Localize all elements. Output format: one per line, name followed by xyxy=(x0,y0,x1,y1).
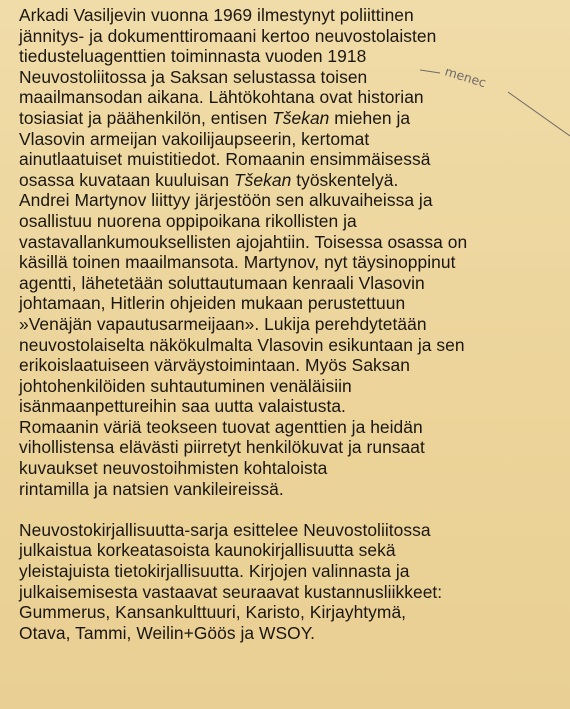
text-run: Neuvostoliitossa ja Saksan selustassa toisen xyxy=(19,66,368,87)
series-paragraph xyxy=(19,520,554,644)
text-run: kuvaukset neuvostoihmisten kohtaloista xyxy=(19,458,328,479)
text-line xyxy=(19,540,554,561)
text-run: Otava, Tammi, Weilin+Göös ja WSOY. xyxy=(19,622,315,643)
text-line xyxy=(19,46,554,67)
italic-word: Tšekan xyxy=(272,107,330,128)
text-run: erikoislaatuiseen värväystoimintaan. Myös Saksan xyxy=(19,355,410,376)
text-line xyxy=(19,417,554,438)
text-line xyxy=(19,458,554,479)
text-run: maailmansodan aikana. Lähtökohtana ovat historian xyxy=(19,87,424,108)
text-line xyxy=(19,602,554,623)
text-line xyxy=(19,376,554,397)
text-line xyxy=(19,396,554,417)
text-run: osallistuu nuorena oppipoikana rikollisten ja xyxy=(19,210,357,231)
text-run: Romaanin väriä teokseen tuovat agenttien ja heidän xyxy=(19,416,423,437)
text-line xyxy=(19,273,554,294)
text-run: vihollistensa elävästi piirretyt henkilökuvat ja runsaat xyxy=(19,437,425,458)
text-run: Vlasovin armeijan vakoilijaupseerin, kertomat xyxy=(19,128,370,149)
text-run: työskentelyä. xyxy=(291,169,399,190)
text-run: rintamilla ja natsien vankileireissä. xyxy=(19,478,284,499)
text-run: johtohenkilöiden suhtautuminen venäläisiin xyxy=(19,375,352,396)
text-line xyxy=(19,355,554,376)
description-paragraph xyxy=(19,5,554,499)
back-cover-text xyxy=(19,5,554,643)
text-line xyxy=(19,87,554,108)
text-line xyxy=(19,67,554,88)
text-run: julkaisemisesta vastaavat seuraavat kustannusliikkeet: xyxy=(19,581,443,602)
text-run: »Venäjän vapautusarmeijaan». Lukija perehdytetään xyxy=(19,313,427,334)
italic-word: Tšekan xyxy=(233,169,292,190)
text-run: Gummerus, Kansankulttuuri, Karisto, Kirjayhtymä, xyxy=(19,602,407,623)
text-run: Arkadi Vasiljevin vuonna 1969 ilmestynyt poliittinen xyxy=(19,5,414,25)
text-line xyxy=(19,314,554,335)
text-run: johtamaan, Hitlerin ohjeiden mukaan perustettuun xyxy=(19,293,406,314)
text-line xyxy=(19,26,554,47)
text-run: isänmaanpettureihin saa uutta valaistusta. xyxy=(19,396,346,417)
text-line xyxy=(19,623,554,644)
text-run: tosiasiat ja päähenkilön, entisen xyxy=(19,107,273,128)
text-line xyxy=(19,5,554,26)
text-line xyxy=(19,437,554,458)
text-run: vastavallankumouksellisten ajojahtiin. Toisessa osassa on xyxy=(19,231,468,252)
text-run: miehen ja xyxy=(329,107,411,128)
text-line xyxy=(19,582,554,603)
text-run: yleistajuista tietokirjallisuutta. Kirjojen valinnasta ja xyxy=(19,561,410,582)
text-run: tiedusteluagenttien toiminnasta vuoden 1918 xyxy=(19,46,367,67)
text-run: Andrei Martynov liittyy järjestöön sen alkuvaiheissa ja xyxy=(19,190,433,211)
handwritten-word: menec xyxy=(443,63,489,91)
text-line xyxy=(19,252,554,273)
text-run: julkaistua korkeatasoista kaunokirjallisuutta sekä xyxy=(19,540,396,561)
text-run: neuvostolaiselta näkökulmalta Vlasovin esikuntaan ja sen xyxy=(19,334,465,355)
text-run: käsillä toinen maailmansota. Martynov, nyt täysinoppinut xyxy=(19,252,456,273)
text-line xyxy=(19,149,554,170)
text-line xyxy=(19,232,554,253)
text-run: ainutlaatuiset muistitiedot. Romaanin ensimmäisessä xyxy=(19,149,431,170)
text-line xyxy=(19,211,554,232)
text-line xyxy=(19,293,554,314)
text-line xyxy=(19,190,554,211)
text-line xyxy=(19,479,554,500)
paragraph-gap xyxy=(19,499,554,520)
text-run: osassa kuvataan kuuluisan xyxy=(19,169,234,190)
text-line xyxy=(19,335,554,356)
text-line xyxy=(19,561,554,582)
text-line xyxy=(19,520,554,541)
text-line xyxy=(19,170,554,191)
text-run: Neuvostokirjallisuutta-sarja esittelee Neuvostoliitossa xyxy=(19,519,431,540)
text-run: jännitys- ja dokumenttiromaani kertoo neuvostolaisten xyxy=(19,25,437,46)
text-run: agentti, lähetetään soluttautumaan kenraali Vlasovin xyxy=(19,272,425,293)
text-line xyxy=(19,108,554,129)
text-line xyxy=(19,129,554,150)
